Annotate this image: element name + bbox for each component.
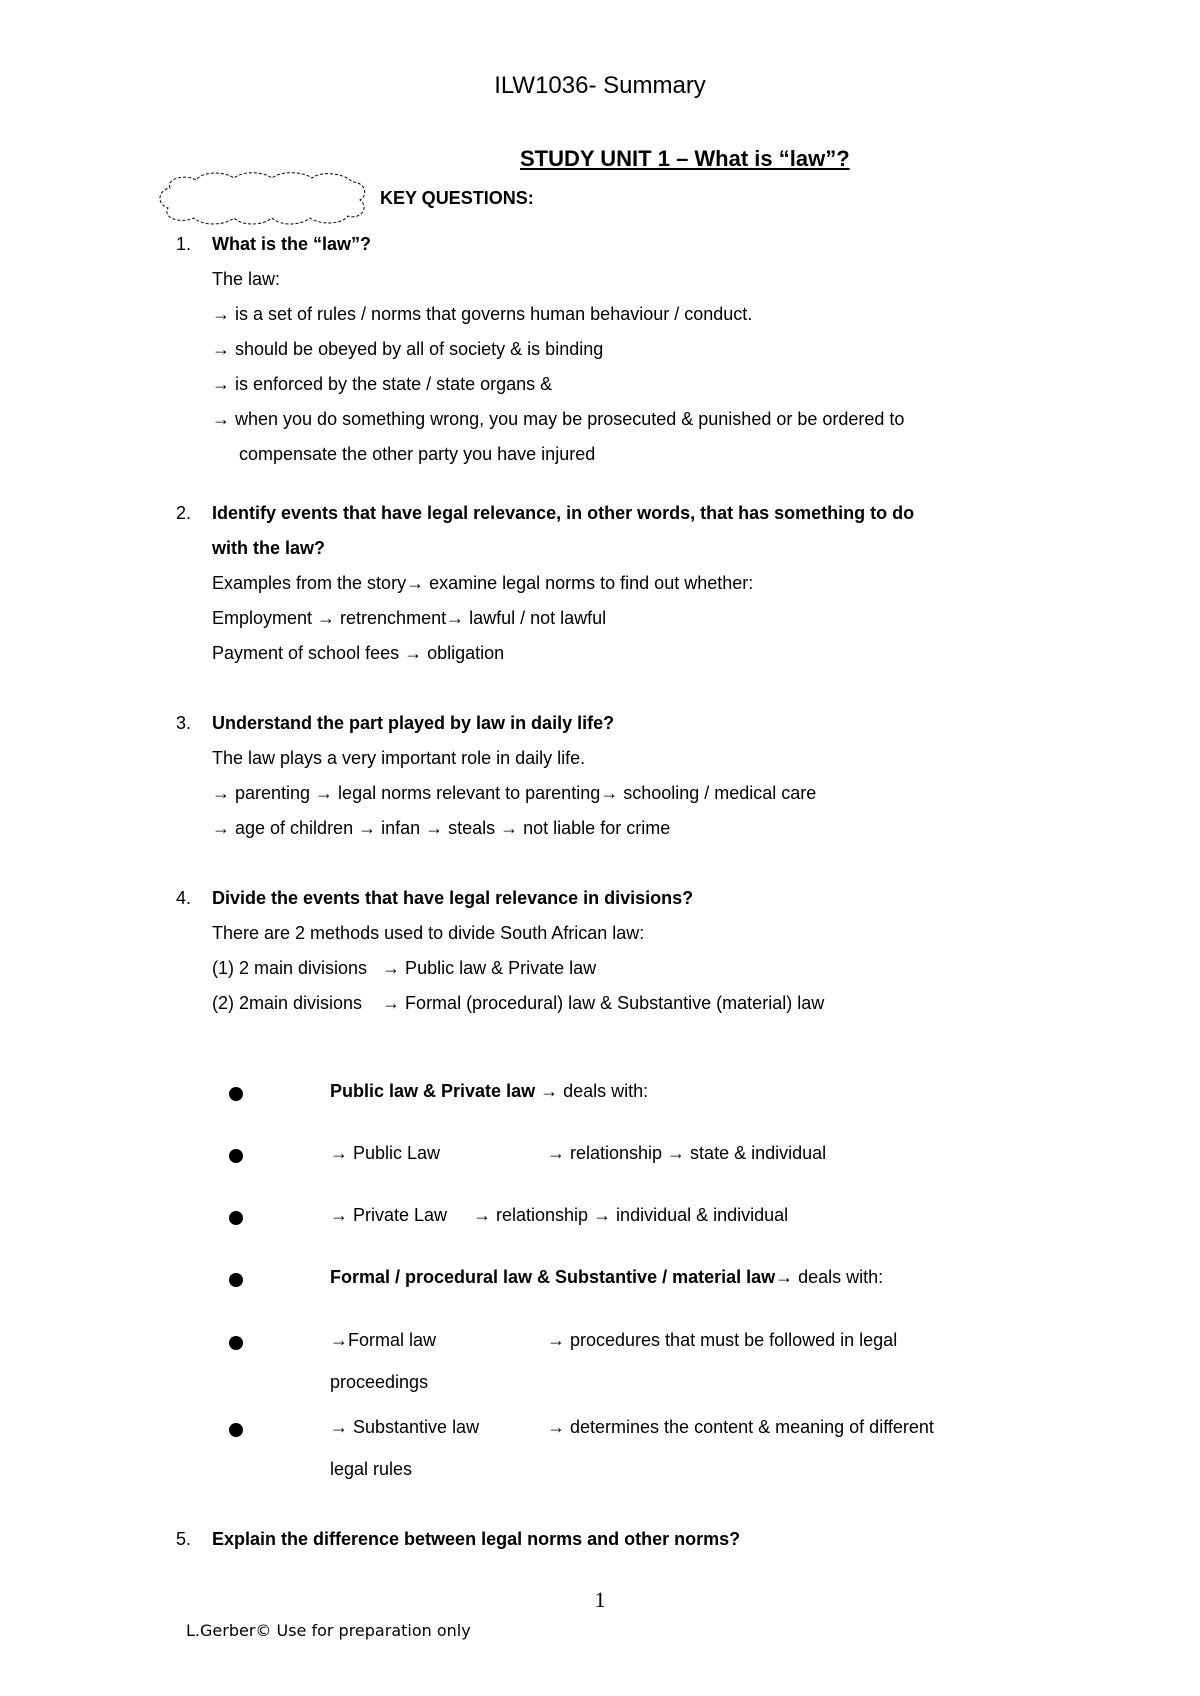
bullet-left-text: → Private Law	[330, 1205, 448, 1225]
page-number: 1	[594, 1587, 606, 1612]
q1-line: → should be obeyed by all of society & is binding	[212, 339, 604, 359]
question-1-number: 1.	[176, 234, 192, 254]
question-3-number: 3.	[176, 713, 192, 733]
bullet-icon	[229, 1336, 243, 1350]
bullet-continuation-text: legal rules	[330, 1459, 413, 1479]
key-questions-label: KEY QUESTIONS:	[380, 188, 534, 208]
bullet-right-text: → relationship → individual & individual	[473, 1205, 789, 1225]
study-unit-title: STUDY UNIT 1 – What is “law”?	[520, 146, 850, 171]
bullet-right-text: → relationship → state & individual	[547, 1143, 827, 1163]
bullet-icon	[229, 1087, 243, 1101]
q4-line: There are 2 methods used to divide South African law:	[212, 923, 645, 943]
bullet-icon	[229, 1423, 243, 1437]
question-2-number: 2.	[176, 503, 192, 523]
question-4-heading: Divide the events that have legal relevance in divisions?	[212, 888, 694, 908]
footer-note: L.Gerber© Use for preparation only	[186, 1621, 471, 1640]
bullet-continuation-text: proceedings	[330, 1372, 429, 1392]
bullet-left-text: → Public Law	[330, 1143, 441, 1163]
q3-line: → parenting → legal norms relevant to parenting→ schooling / medical care	[212, 783, 817, 803]
q4-line: (2) 2main divisions → Formal (procedural) law & Substantive (material) law	[212, 993, 825, 1013]
bullet-icon	[229, 1273, 243, 1287]
bullet-rest-text: → deals with:	[535, 1081, 649, 1101]
q1-line: → when you do something wrong, you may be prosecuted & punished or be ordered to	[212, 409, 905, 429]
question-4-number: 4.	[176, 888, 192, 908]
bullet-right-text: → determines the content & meaning of different	[547, 1417, 934, 1437]
q1-line: compensate the other party you have injured	[239, 444, 596, 464]
question-5-heading: Explain the difference between legal norms and other norms?	[212, 1529, 741, 1549]
question-2-heading-cont: with the law?	[212, 538, 326, 558]
bullet-bold-text: Public law & Private law	[330, 1081, 536, 1101]
bullet-icon	[229, 1149, 243, 1163]
q1-line: → is a set of rules / norms that governs human behaviour / conduct.	[212, 304, 753, 324]
question-5-number: 5.	[176, 1529, 192, 1549]
document-header: ILW1036- Summary	[494, 72, 706, 99]
q1-line: The law:	[212, 269, 281, 289]
bullet-icon	[229, 1211, 243, 1225]
q4-line: (1) 2 main divisions → Public law & Private law	[212, 958, 597, 978]
bullet-bold-text: Formal / procedural law & Substantive / material law	[330, 1267, 776, 1287]
bullet-left-text: → Substantive law	[330, 1417, 480, 1437]
bullet-right-text: → procedures that must be followed in legal	[547, 1330, 898, 1350]
bullet-rest-text: → deals with:	[775, 1267, 884, 1287]
q3-line: → age of children → infan → steals → not liable for crime	[212, 818, 671, 838]
q2-line: Employment → retrenchment→ lawful / not lawful	[212, 608, 607, 628]
q2-line: Payment of school fees → obligation	[212, 643, 505, 663]
q3-line: The law plays a very important role in daily life.	[212, 748, 586, 768]
q2-line: Examples from the story→ examine legal norms to find out whether:	[212, 573, 754, 593]
bullet-text	[330, 1267, 883, 1288]
bullet-text	[330, 1081, 648, 1102]
cloud-callout-icon	[156, 168, 370, 228]
bullet-left-text: →Formal law	[330, 1330, 437, 1350]
question-2-heading: Identify events that have legal relevance, in other words, that has something to do	[212, 503, 915, 523]
question-1-heading: What is the “law”?	[212, 234, 372, 254]
q1-line: → is enforced by the state / state organs &	[212, 374, 553, 394]
question-3-heading: Understand the part played by law in daily life?	[212, 713, 615, 733]
